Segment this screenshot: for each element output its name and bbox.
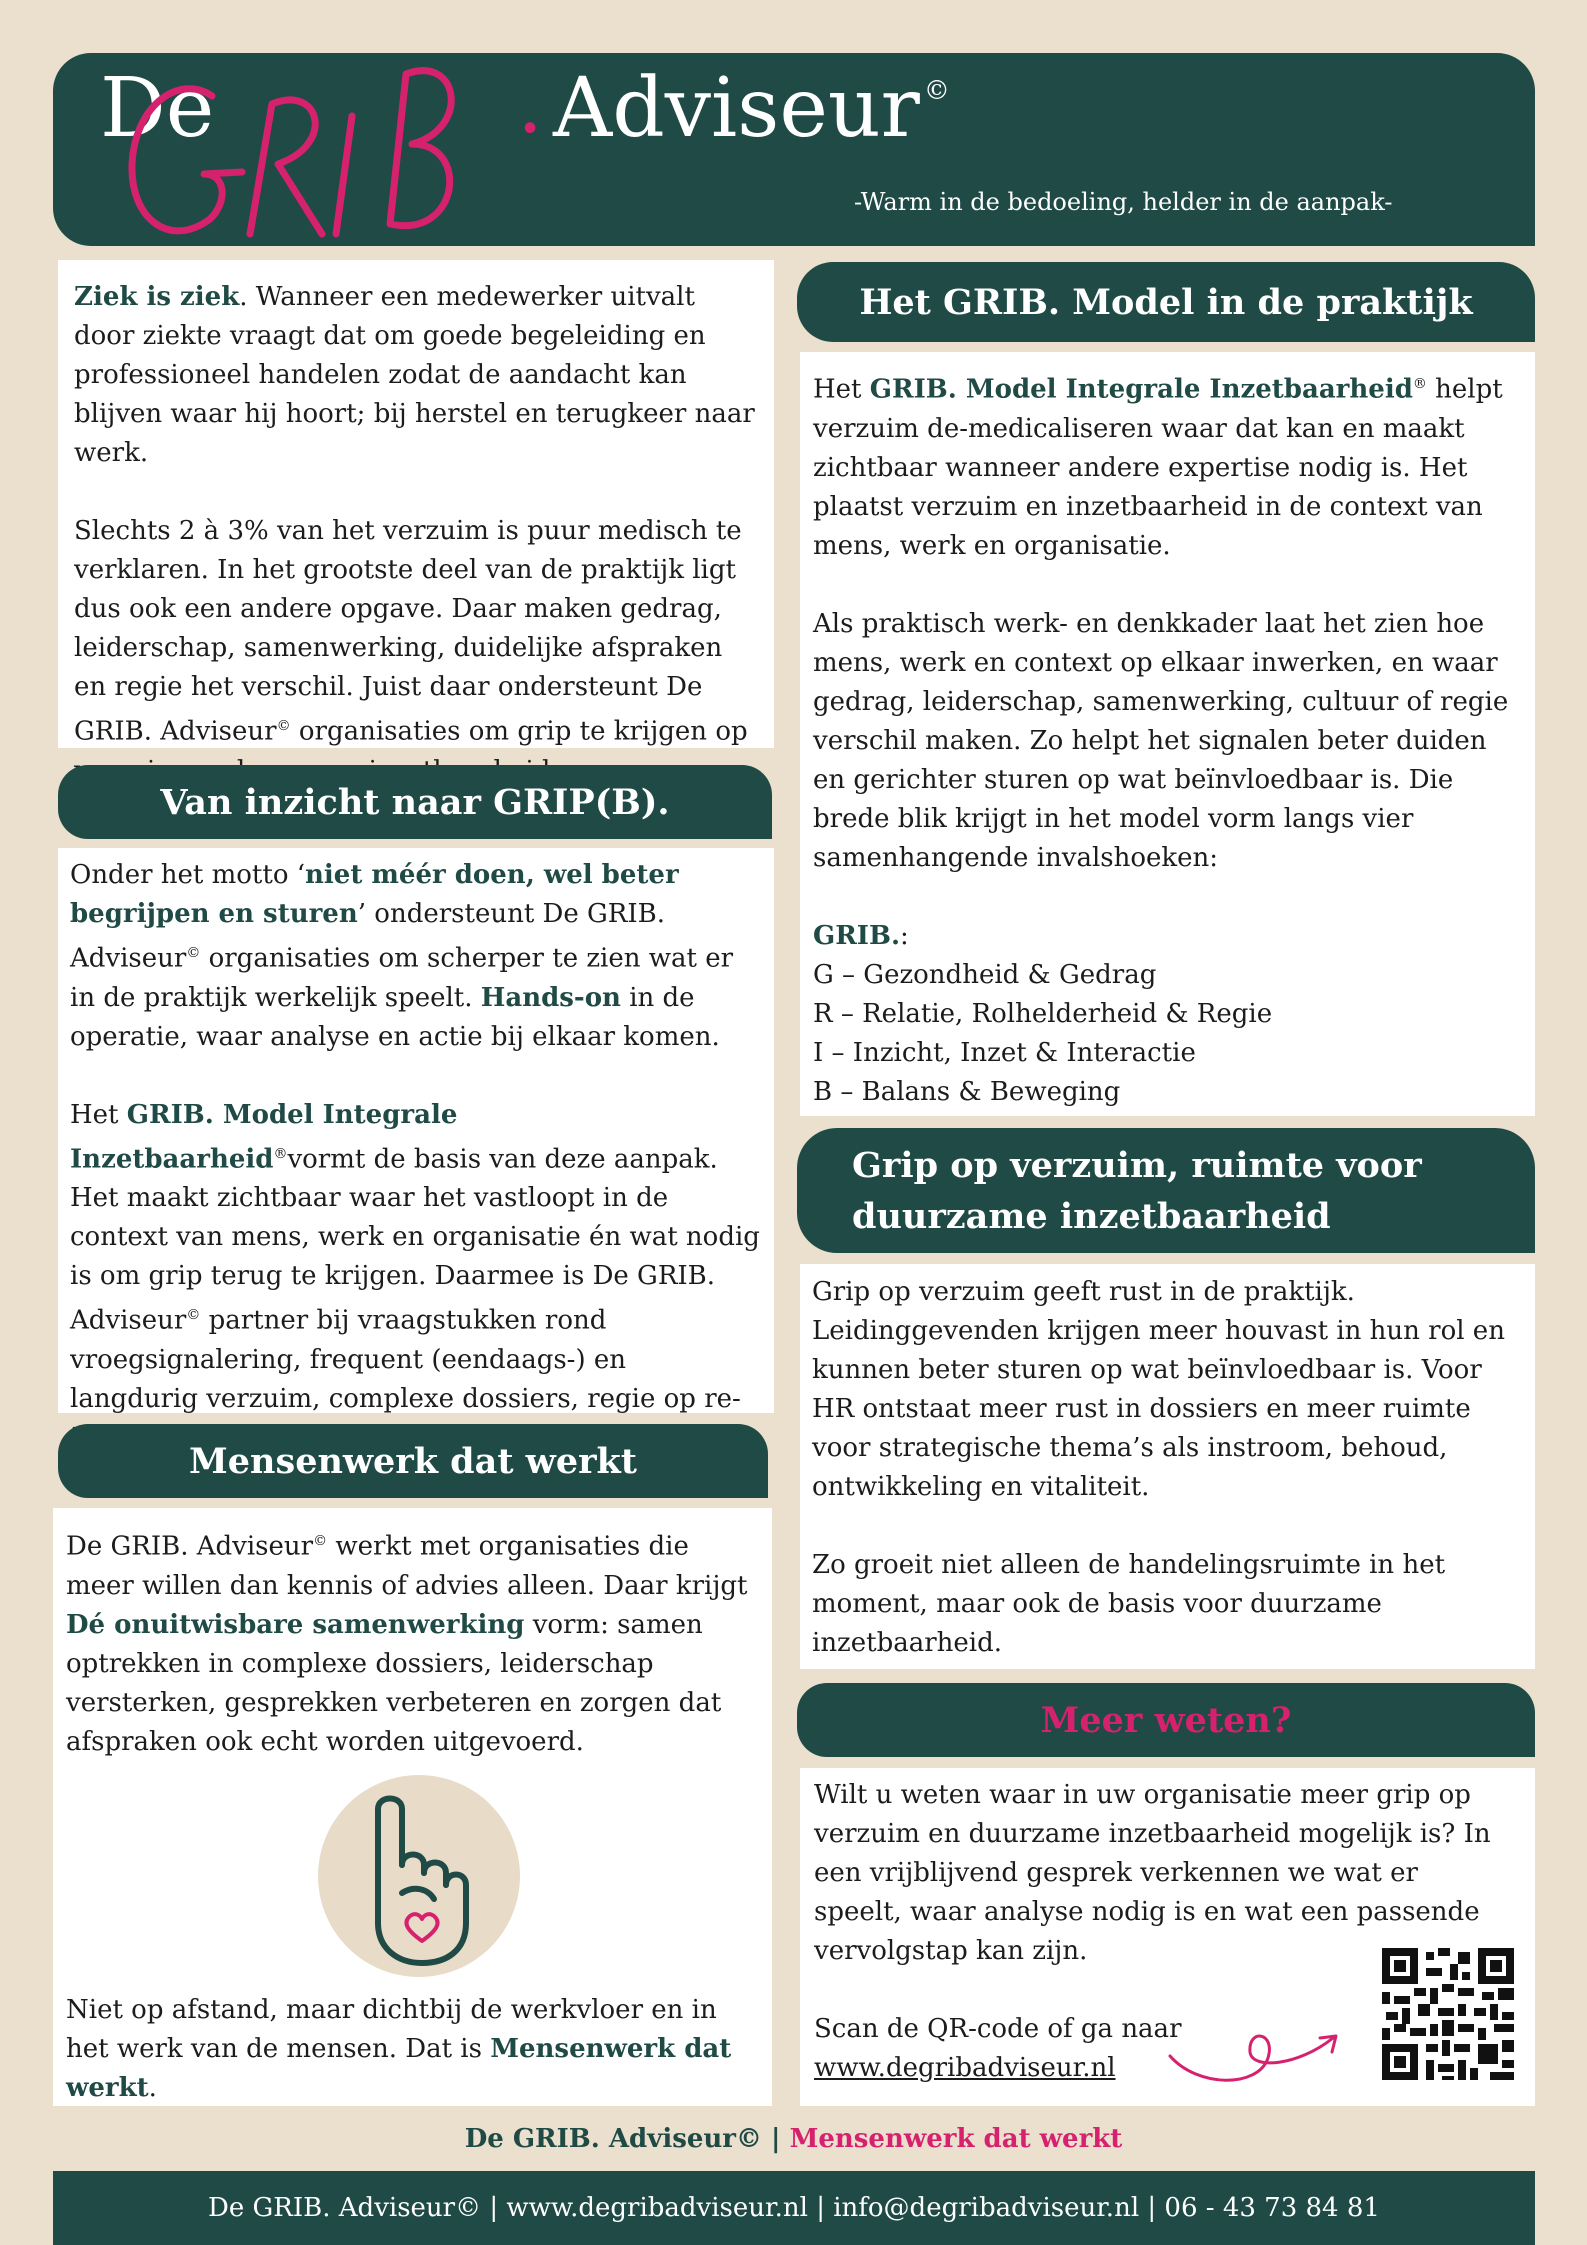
model-p1-sup: ® [1412, 376, 1427, 392]
mensenwerk-p1-a: De GRIB. Adviseur [66, 1531, 314, 1562]
model-p1 [813, 365, 1523, 566]
inzicht-p1-sup: © [186, 945, 201, 961]
intro-p2-b: organisaties om grip te krijgen op [298, 716, 748, 747]
meer-heading: Meer weten? [797, 1683, 1535, 1757]
footer-brand: De GRIB. Adviseur© [464, 2124, 762, 2154]
title-adviseur-text: Adviseur [553, 61, 920, 156]
intro-p2-sup: © [276, 718, 291, 734]
intro-p2-a: Slechts 2 à 3% van het verzuim is puur medisch te verklaren. In het grootste deel van de praktijk ligt dus ook een andere opgave. Daar maken gedrag, leiderschap, samenwerking, duidelijke afspraken en regie het verschil. Juist daar ondersteunt De GRIB. Adviseur [74, 516, 742, 747]
website-link[interactable]: www.degribadviseur.nl [814, 2053, 1116, 2083]
inzicht-p2-sup: ® [273, 1145, 288, 1162]
model-item-g: G – Gezondheid & Gedrag [813, 959, 1157, 990]
mensenwerk-box [53, 1508, 772, 2106]
intro-lead: Ziek is ziek [74, 282, 240, 312]
tagline: -Warm in de bedoeling, helder in de aanpak- [854, 188, 1393, 216]
grip-heading [797, 1128, 1535, 1253]
grib-script-text: GRIB [100, 34, 103, 35]
title-de: De [100, 61, 215, 156]
model-item-i: I – Inzicht, Inzet & Interactie [813, 1037, 1196, 1068]
mensenwerk-p2-a: Niet op afstand, maar dichtbij de werkvloer en in het werk van de mensen. Dat is [66, 1995, 717, 2064]
grip-heading-line1: Grip op verzuim, ruimte voor [852, 1144, 1422, 1186]
inzicht-box [58, 848, 774, 1413]
meer-scan: Scan de QR-code of ga naar [814, 2014, 1182, 2044]
footer-contact-bar: De GRIB. Adviseur© | www.degribadviseur.nl | info@degribadviseur.nl | 06 - 43 73 84 81 [53, 2171, 1535, 2245]
model-grib-label [813, 917, 1523, 956]
model-p2: Als praktisch werk- en denkkader laat het zien hoe mens, werk en context op elkaar inwerken, en waar gedrag, leiderschap, samenwerking, cultuur of regie verschil maken. Zo helpt het signalen beter duiden en gerichter sturen op wat beïnvloedbaar is. Die brede blik krijgt in het model vorm langs vier samenhangende invalshoeken: [813, 608, 1509, 873]
inzicht-p2-c: partner bij vraagstukken rond vroegsignalering, frequent (eendaags-) en langdurig verzuim, complexe dossiers, regie op re- [70, 1305, 741, 1414]
intro-p1 [74, 278, 760, 473]
model-item-b: B – Balans & Beweging [813, 1076, 1121, 1107]
inzicht-model-name: GRIB. Model Integrale Inzetbaarheid [70, 1099, 458, 1175]
hand-heart-icon [316, 1773, 522, 1979]
model-grib-colon: : [900, 920, 909, 951]
grip-box [800, 1264, 1535, 1669]
mensenwerk-p2-b: . [148, 2073, 157, 2103]
grip-p2: Zo groeit niet alleen de handelingsruimte in het moment, maar ook de basis voor duurzame inzetbaarheid. [812, 1550, 1446, 1658]
inzicht-p1-b: ’ ondersteunt De GRIB. Adviseur [70, 899, 666, 974]
model-name: GRIB. Model Integrale Inzetbaarheid [869, 374, 1413, 405]
title-adviseur [553, 61, 950, 156]
model-grib-bold: GRIB. [813, 920, 901, 951]
intro-p1-text: . Wanneer een medewerker uitvalt door ziekte vraagt dat om goede begeleiding en professioneel handelen zodat de aandacht kan blijven waar hij hoort; bij herstel en terugkeer naar werk. [74, 282, 755, 468]
model-heading: Het GRIB. Model in de praktijk [797, 262, 1535, 342]
inzicht-p2-a: Het [70, 1099, 127, 1130]
mensenwerk-p1-b: werkt met organisaties die meer willen dan kennis of advies alleen. Daar krijgt [66, 1531, 748, 1601]
intro-p2 [74, 512, 760, 791]
inzicht-hands-on: Hands-on [480, 982, 621, 1013]
qr-code-icon [1382, 1948, 1514, 2080]
model-item-r: R – Relatie, Rolhelderheid & Regie [813, 998, 1273, 1029]
inzicht-p2-sup2: © [186, 1307, 201, 1324]
meer-p1: Wilt u weten waar in uw organisatie meer grip op verzuim en duurzame inzetbaarheid mogelijk is? In een vrijblijvend gesprek verkennen we wat er speelt, waar analyse nodig is en wat een passende vervolgstap kan zijn. [814, 1780, 1491, 1966]
inzicht-p1-c: organisaties om scherper te zien wat er in de praktijk werkelijk speelt. [70, 943, 734, 1013]
model-box [800, 352, 1535, 1116]
mensenwerk-p1 [66, 1522, 760, 1762]
inzicht-p1-a: Onder het motto ‘ [70, 860, 306, 890]
title-dot: . [517, 57, 544, 152]
inzicht-p2-b: vormt de basis van deze aanpak. Het maakt zichtbaar waar het vastloopt in de context van mens, werk en organisatie én wat nodig is om grip terug te krijgen. Daarmee is De GRIB. Adviseur [70, 1144, 760, 1336]
mensenwerk-heading: Mensenwerk dat werkt [58, 1424, 768, 1498]
grib-script-logo [100, 34, 530, 268]
mensenwerk-p1-c: vorm: samen optrekken in complexe dossiers, leiderschap versterken, gesprekken verbeteren en zorgen dat afspraken ook echt worden uitgevoerd. [66, 1609, 722, 1757]
model-p1-b: helpt verzuim de-medicaliseren waar dat kan en maakt zichtbaar wanneer andere expertise nodig is. Het plaatst verzuim en inzetbaarheid in de context van mens, werk en organisatie. [813, 374, 1503, 561]
title-copyright: © [923, 76, 950, 106]
footer-sep: | [762, 2124, 790, 2154]
mensenwerk-slogan: Mensenwerk dat werkt [66, 2034, 732, 2103]
footer-slogan: Mensenwerk dat werkt [789, 2124, 1123, 2154]
mensenwerk-p1-sup: © [313, 1533, 328, 1549]
inzicht-p1-d: in de operatie, waar analyse en actie bij elkaar komen. [70, 982, 720, 1052]
arrow-doodle-icon [1168, 2010, 1368, 2102]
intro-box [58, 260, 774, 748]
mensenwerk-samenwerking: Dé onuitwisbare samenwerking [66, 1609, 525, 1640]
inzicht-motto: niet méér doen, wel beter begrijpen en sturen [70, 860, 679, 929]
model-p1-a: Het [813, 374, 870, 405]
mensenwerk-p2 [66, 1991, 761, 2108]
grip-p1: Grip op verzuim geeft rust in de praktijk. Leidinggevenden krijgen meer houvast in hun rol en kunnen beter sturen op wat beïnvloedbaar is. Voor HR ontstaat meer rust in dossiers en meer ruimte voor strategische thema’s als instroom, behoud, ontwikkeling en vitaliteit. [812, 1277, 1505, 1502]
meer-box [800, 1768, 1535, 2106]
footer-tagline [0, 2124, 1587, 2154]
grip-heading-line2: duurzame inzetbaarheid [852, 1195, 1331, 1237]
inzicht-p1 [70, 856, 760, 1057]
inzicht-heading: Van inzicht naar GRIP(B). [58, 765, 772, 839]
inzicht-p2 [70, 1096, 760, 1458]
